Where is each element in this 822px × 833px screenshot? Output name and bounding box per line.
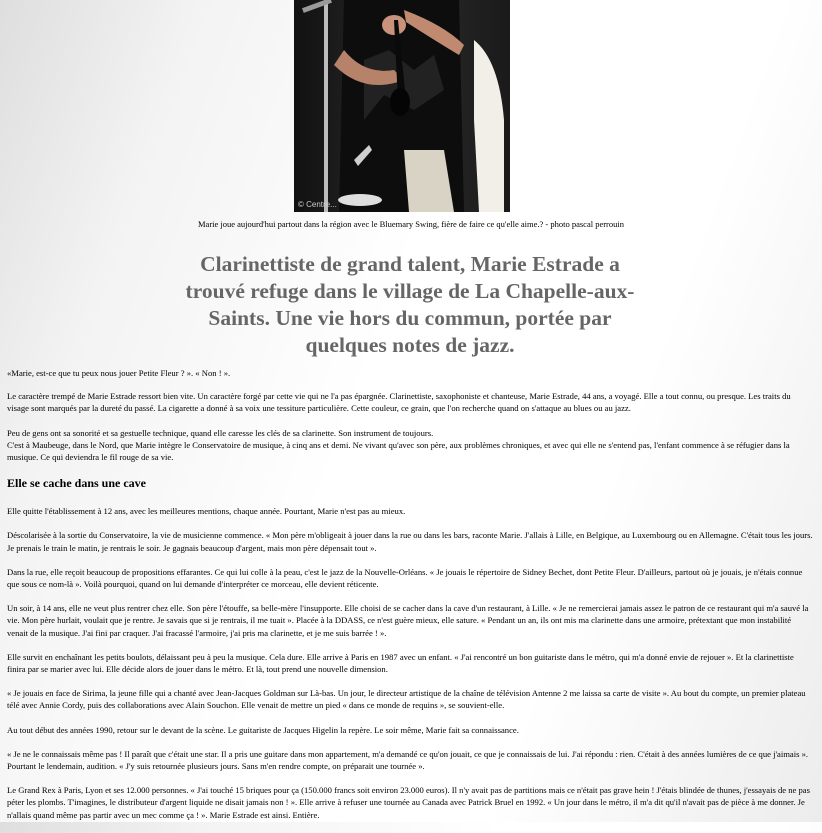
- paragraph-9: Au tout début des années 1990, retour sur le devant de la scène. Le guitariste de Jacques Higelin la repère. Le soir même, Marie fait sa connaissance.: [7, 724, 519, 735]
- paragraph-11: Le Grand Rex à Paris, Lyon et ses 12.000 personnes. « J'ai touché 15 briques pour ça (150.000 francs soit environ 23.000 euros). Il n'y avait pas de partitions mais ce n'était pas grave hein ! J'étais blindée de thunes, j'essayais de ne pas péter les plombs. T'imagines, le distributeur d'argent liquide ne disait jamais non ! ». Elle arrive à refuser une tournée au Canada avec Patrick Bruel en 1992. « Un jour dans le métro, il m'a dit qu'il n'avait pas de pièce à me donner. Je n'allais quand même pas partir avec un mec comme ça ! ». Marie Estrade est ainsi. Entière.: [7, 785, 810, 820]
- paragraph-8: « Je jouais en face de Sirima, la jeune fille qui a chanté avec Jean-Jacques Goldman sur Là-bas. Un jour, le directeur artistique de la chaîne de télévision Antenne 2 me laissa sa carte de visite ». Au bout du compte, un premier plateau télé avec Annie Cordy, puis des collaborations avec Alain Souchon. Elle venait de mettre un pied « dans ce monde de requins », se souvient-elle.: [7, 688, 806, 711]
- paragraph-3: Elle quitte l'établissement à 12 ans, avec les meilleures mentions, chaque année. Pourtant, Marie n'est pas au mieux.: [7, 506, 406, 517]
- paragraph-10: « Je ne le connaissais même pas ! Il paraît que c'était une star. Il a pris une guitare dans mon appartement, m'a demandé ce qu'on jouait, ce que je connaissais de lui. J'ai répondu : rien. C'était à des années lumières de ce que j'aimais ». Pourtant le lendemain, audition. « J'y suis retournée plusieurs jours. Sans m'en rendre compte, on préparait une tournée ».: [7, 748, 809, 772]
- paragraph-7: Elle survit en enchaînant les petits boulots, délaissant peu à peu la musique. Cela dure. Elle arrive à Paris en 1987 avec un enfant. « J'ai rencontré un bon guitariste dans le métro, qui m'a donné envie de rejouer ». Et la clarinettiste finira par se marier avec lui. Elle décide alors de jouer dans le métro. Et là, tout prend une nouvelle dimension.: [7, 651, 794, 675]
- article-headline: Clarinettiste de grand talent, Marie Estrade a trouvé refuge dans le village de La Chapelle-aux-Saints. Une vie hors du commun, portée par quelques notes de jazz.: [185, 252, 635, 357]
- intro-quote: «Marie, est-ce que tu peux nous jouer Petite Fleur ? ». « Non ! ».: [7, 368, 231, 378]
- paragraph-1: Le caractère trempé de Marie Estrade ressort bien vite. Un caractère forgé par cette vie qui ne l'a pas épargnée. Clarinettiste, saxophoniste et chanteuse, Marie Estrade, 44 ans, a voyagé. Elle a tout connu, ou presque. Les traits du visage sont marqués par la dureté du passé. La cigarette a donné à sa voix une tessiture particulière. Cette couleur, ce grain, que l'on recherche quand on s'attaque au blues ou au jazz.: [7, 391, 791, 414]
- paragraph-2a: Peu de gens ont sa sonorité et sa gestuelle technique, quand elle caresse les clés de sa clarinette. Son instrument de toujours.: [7, 427, 434, 438]
- paragraph-2b: C'est à Maubeuge, dans le Nord, que Marie intègre le Conservatoire de musique, à cinq ans et demi. Ne vivant qu'avec son père, aux problèmes chroniques, et avec qui elle ne s'entend pas, l'enfant commence à se réfugier dans la musique. Ce qui deviendra le fil rouge de sa vie.: [7, 439, 790, 463]
- paragraph-6: Un soir, à 14 ans, elle ne veut plus rentrer chez elle. Son père l'étouffe, sa belle-mère l'insupporte. Elle choisi de se cacher dans la cave d'un restaurant, à Lille. « Je ne remercierai jamais assez le patron de ce restaurant qui m'a sauvé la vie. Mon père hurlait, voulait que je rentre. Je savais que si je rentrais, il me tuait ». Placée à la DDASS, ce n'est guère mieux, elle sature. « Pendant un an, ils ont mis ma clarinette dans une armoire, prétextant que mon instabilité venait de la musique. J'ai fini par craquer. J'ai fracassé l'armoire, j'ai pris ma clarinette, et je me suis barrée ! ».: [7, 603, 809, 638]
- article-body: [7, 367, 813, 833]
- paragraph-5: Dans la rue, elle reçoit beaucoup de propositions effarantes. Ce qui lui colle à la peau, c'est le jazz de la Nouvelle-Orléans. « Je jouais le répertoire de Sidney Bechet, dont Petite Fleur. D'ailleurs, partout où je jouais, je n'étais connue que sous ce nom-là ». Voilà pourquoi, quand on lui demande d'interpréter ce morceau, elle devient réticente.: [7, 566, 803, 590]
- paragraph-4: Déscolarisée à la sortie du Conservatoire, la vie de musicienne commence. « Mon père m'obligeait à jouer dans la rue ou dans les bars, raconte Marie. J'allais à Lille, en Belgique, au Luxembourg ou en Allemagne. C'était tous les jours. Je prenais le train le matin, je rentrais le soir. Je gagnais beaucoup d'argent, mais mon père dépensait tout ».: [7, 530, 813, 553]
- article-photo: [294, 0, 510, 212]
- musician-photo: [294, 0, 510, 212]
- photo-caption: Marie joue aujourd'hui partout dans la région avec le Bluemary Swing, fière de faire ce qu'elle aime.? - photo pascal perrouin: [197, 219, 624, 229]
- photo-watermark: © Centre...: [298, 200, 337, 209]
- subheading: Elle se cache dans une cave: [7, 476, 146, 491]
